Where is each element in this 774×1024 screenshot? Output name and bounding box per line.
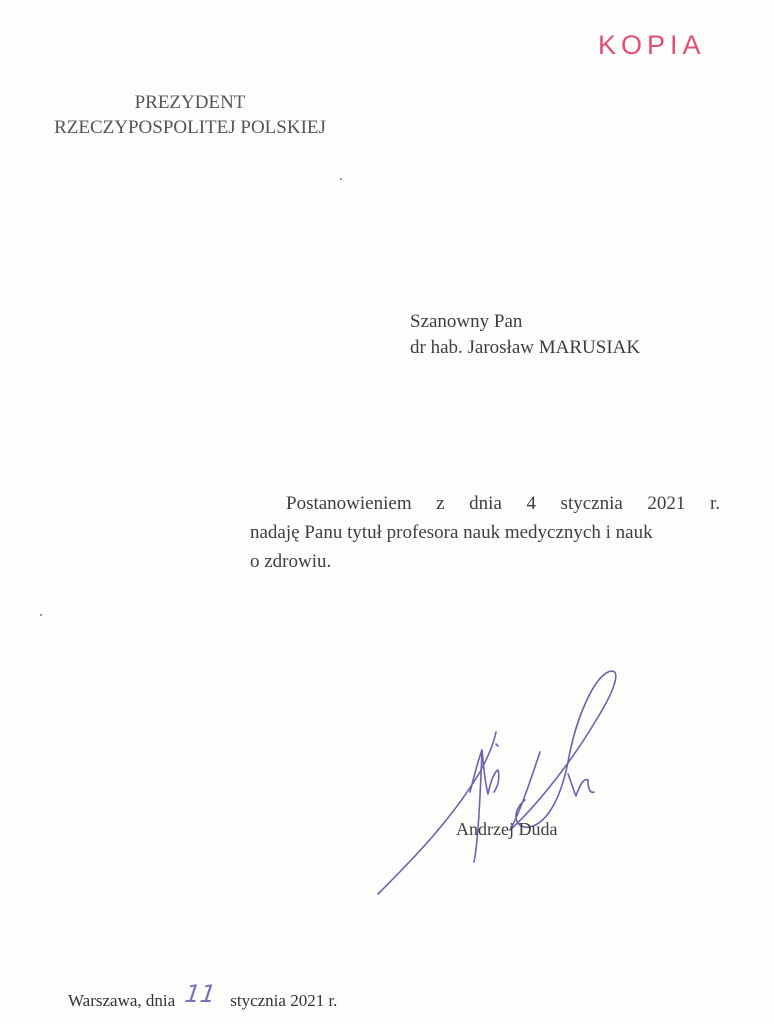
body-line-3: o zdrowiu. (250, 551, 332, 572)
letterhead-line-1: PREZYDENT (134, 92, 246, 113)
addressee-block (410, 309, 640, 361)
speck (340, 178, 342, 180)
letterhead-line-2: RZECZYPOSPOLITEJ POLSKIEJ (54, 117, 326, 138)
date-line (68, 980, 338, 1012)
date-prefix: Warszawa, dnia (68, 991, 176, 1010)
addressee-salutation: Szanowny Pan (410, 311, 523, 332)
addressee-name: dr hab. Jarosław MARUSIAK (410, 337, 641, 358)
copy-stamp: KOPIA (598, 30, 706, 60)
body-line-2: nadaję Panu tytuł profesora nauk medycznych i nauk (250, 522, 653, 543)
signer-name: Andrzej Duda (456, 819, 558, 839)
body-line-1: Postanowieniem z dnia 4 stycznia 2021 r. (286, 493, 720, 514)
speck (40, 614, 42, 616)
handwritten-day: 11 (183, 980, 218, 1008)
letterhead (20, 90, 360, 140)
date-suffix: stycznia 2021 r. (230, 991, 338, 1010)
handwritten-signature-icon (370, 662, 630, 907)
letter-body (250, 489, 720, 576)
